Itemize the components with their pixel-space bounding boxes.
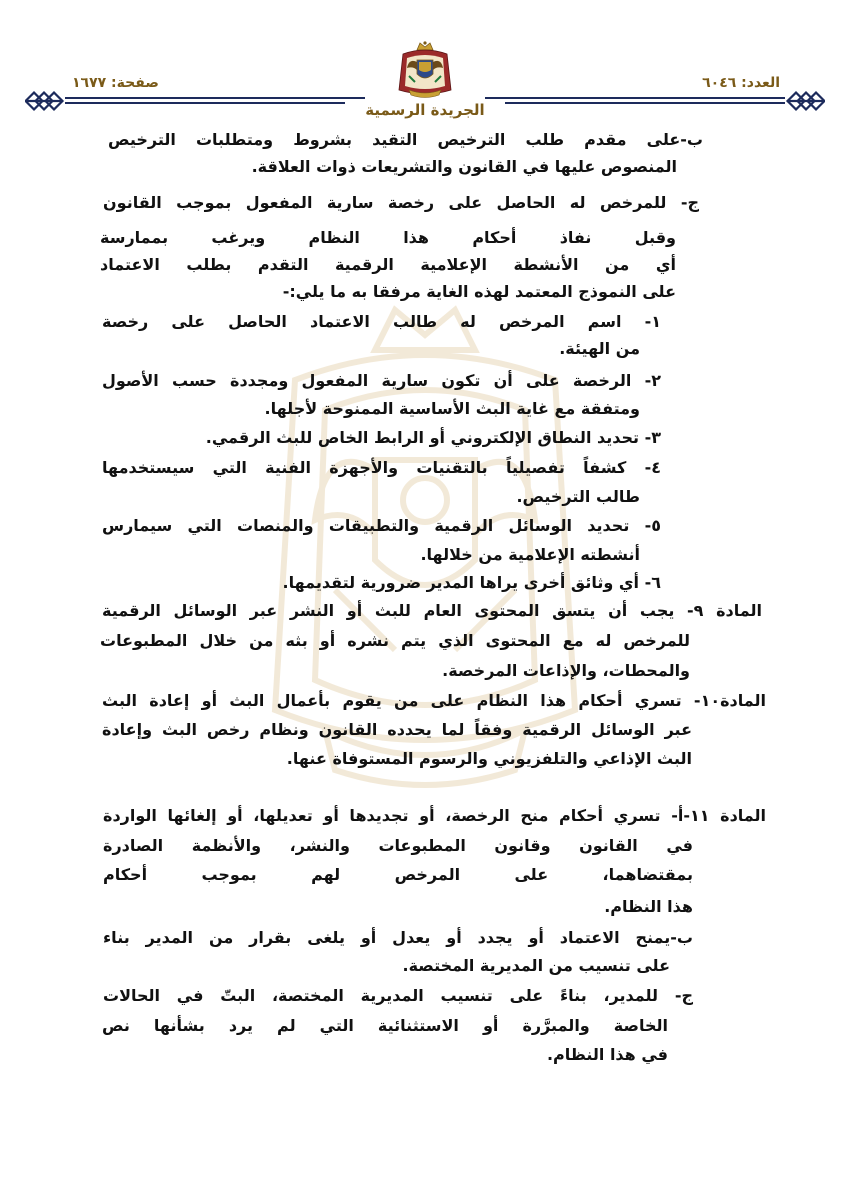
text-line: عبر الوسائل الرقمية وفقاً لما يحدده القانون ونظام رخص البث وإعادة (102, 720, 692, 739)
text-line: هذا النظام. (604, 897, 693, 916)
text-line: أي من الأنشطة الإعلامية الرقمية التقدم بطلب الاعتماد (100, 255, 676, 274)
text-line: المادة ١١-أ- تسري أحكام منح الرخصة، أو تجديدها أو تعديلها، أو إلغائها الواردة (103, 806, 767, 825)
text-line: ٤- كشفاً تفصيلياً بالتقنيات والأجهزة الفنية التي سيستخدمها (102, 458, 661, 477)
page-number: صفحة: ١٦٧٧ (72, 75, 159, 91)
text-line: في هذا النظام. (546, 1045, 668, 1064)
text-line: الخاصة والمبرَّرة أو الاستثنائية التي لم يرد بشأنها نص (102, 1016, 668, 1035)
text-line: المادة١٠- تسري أحكام هذا النظام على من يقوم بأعمال البث أو إعادة البث (102, 691, 766, 710)
text-line: ب-على مقدم طلب الترخيص التقيد بشروط ومتطلبات الترخيص (108, 130, 703, 149)
text-line: المادة ٩- يجب أن يتسق المحتوى العام للبث أو النشر عبر الوسائل الرقمية (102, 601, 762, 620)
text-line: بمقتضاهما، على المرخص لهم بموجب أحكام (103, 865, 693, 884)
text-line: على النموذج المعتمد لهذه الغاية مرفقا به ما يلي:- (282, 282, 676, 301)
text-line: ٢- الرخصة على أن تكون سارية المفعول ومجددة حسب الأصول (102, 371, 661, 390)
text-line: ٥- تحديد الوسائل الرقمية والتطبيقات والمنصات التي سيمارس (102, 516, 661, 535)
text-line: ج- للمرخص له الحاصل على رخصة سارية المفعول بموجب القانون (103, 193, 699, 212)
text-line: من الهيئة. (559, 339, 640, 358)
text-line: ب-يمنح الاعتماد أو يجدد أو يعدل أو يلغى بقرار من المدير بناء (103, 928, 693, 947)
text-line: أنشطته الإعلامية من خلالها. (420, 545, 640, 564)
text-line: طالب الترخيص. (516, 487, 640, 506)
text-line: والمحطات، والإذاعات المرخصة. (442, 661, 690, 680)
issue-number: العدد: ٦٠٤٦ (702, 75, 780, 91)
text-line: المنصوص عليها في القانون والتشريعات ذوات العلاقة. (251, 157, 677, 176)
text-line: ٣- تحديد النطاق الإلكتروني أو الرابط الخاص للبث الرقمي. (205, 428, 661, 447)
text-line: في القانون وقانون المطبوعات والنشر، والأنظمة الصادرة (103, 836, 693, 855)
text-line: ج- للمدير، بناءً على تنسيب المديرية المختصة، البتّ في الحالات (103, 986, 693, 1005)
text-line: للمرخص له مع المحتوى الذي يتم نشره أو بثه من خلال المطبوعات (100, 631, 690, 650)
gazette-title: الجريدة الرسمية (365, 101, 485, 119)
text-line: على تنسيب من المديرية المختصة. (402, 956, 670, 975)
text-line: وقبل نفاذ أحكام هذا النظام ويرغب بممارسة (100, 228, 676, 247)
text-line: ٦- أي وثائق أخرى يراها المدير ضرورية لتقديمها. (282, 573, 661, 592)
text-line: ومتفقة مع غاية البث الأساسية الممنوحة لأجلها. (264, 399, 640, 418)
text-line: البث الإذاعي والتلفزيوني والرسوم المستوفاة عنها. (286, 749, 692, 768)
text-line: ١- اسم المرخص له طالب الاعتماد الحاصل على رخصة (102, 312, 661, 331)
